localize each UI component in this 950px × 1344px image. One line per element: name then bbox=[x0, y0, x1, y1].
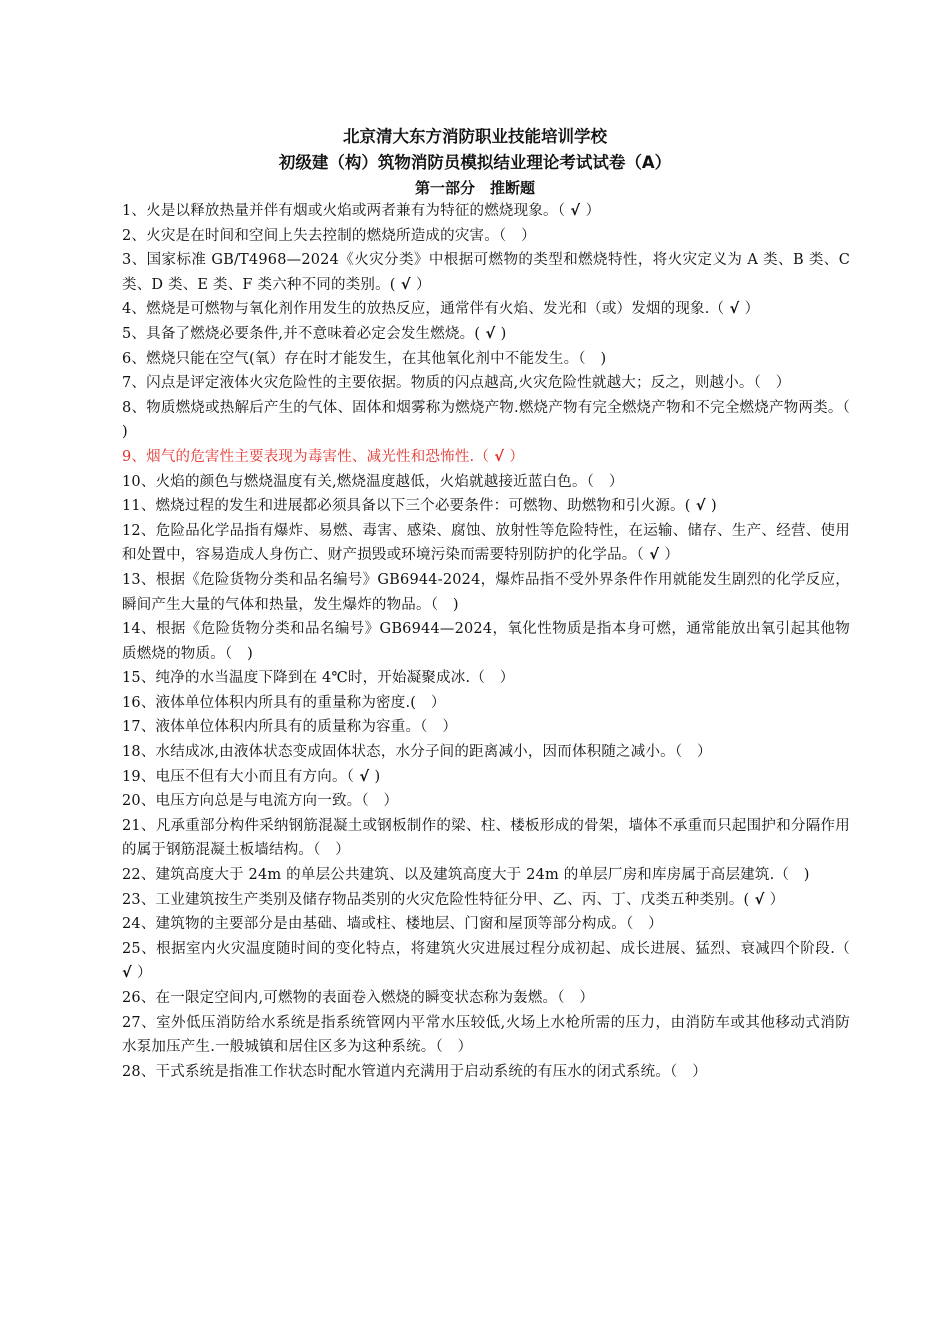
question-item bbox=[122, 297, 850, 322]
answer-close-paren: ） bbox=[137, 965, 152, 982]
school-title: 北京清大东方消防职业技能培训学校 bbox=[343, 127, 607, 146]
question-text: 28、干式系统是指准工作状态时配水管道内充满用于启动系统的有压水的闭式系统。（ bbox=[122, 1063, 678, 1080]
question-text: 9、烟气的危害性主要表现为毒害性、减光性和恐怖性.（ bbox=[122, 448, 490, 465]
exam-title: 初级建（构）筑物消防员模拟结业理论考试试卷（A） bbox=[278, 153, 672, 172]
question-text: 8、物质燃烧或热解后产生的气体、固体和烟雾称为燃烧产物.燃烧产物有完全燃烧产物和不完全燃烧产物两类。（ bbox=[122, 399, 850, 416]
question-text: 14、根据《危险货物分类和品名编号》GB6944—2024，氧化性物质是指本身可燃，通常能放出氧引起其他物质燃烧的物质。（ bbox=[122, 621, 850, 662]
answer-close-paren: ） bbox=[692, 1063, 707, 1080]
question-text: 16、液体单位体积内所具有的重量称为密度.( bbox=[122, 694, 417, 711]
answer-close-paren: ） bbox=[383, 793, 399, 810]
document-header bbox=[0, 124, 950, 200]
question-text: 15、纯净的水当温度下降到在 4℃时，开始凝聚成冰.（ bbox=[122, 670, 486, 687]
answer-close-paren: ） bbox=[579, 990, 595, 1006]
question-item bbox=[122, 666, 850, 691]
question-item bbox=[122, 568, 850, 617]
question-text: 1、火是以释放热量并伴有烟或火焰或两者兼有为特征的燃烧现象。（ bbox=[122, 203, 566, 219]
question-item bbox=[122, 814, 850, 863]
question-text: 25、根据室内火灾温度随时间的变化特点，将建筑火灾进展过程分成初起、成长进展、猛烈、衰减四个阶段.（ bbox=[122, 940, 850, 957]
question-text: 11、燃烧过程的发生和进展都必须具备以下三个必要条件：可燃物、助燃物和引火源。( bbox=[122, 498, 691, 515]
question-item bbox=[122, 248, 850, 297]
question-text: 10、火焰的颜色与燃烧温度有关,燃烧温度越低，火焰就越接近蓝白色。（ bbox=[122, 473, 595, 490]
answer-blank bbox=[850, 400, 865, 416]
answer-close-paren: ） bbox=[648, 916, 663, 933]
question-item bbox=[122, 691, 850, 716]
section-title: 第一部分 推断题 bbox=[414, 179, 535, 197]
question-item bbox=[122, 765, 850, 790]
question-item bbox=[122, 986, 850, 1011]
answer-blank bbox=[789, 867, 804, 883]
answer-close-paren: ） bbox=[442, 719, 458, 736]
question-item bbox=[122, 371, 850, 396]
answer-close-paren: ) bbox=[247, 645, 253, 662]
answer-close-paren: ) bbox=[710, 498, 717, 515]
question-item bbox=[122, 912, 850, 937]
question-item bbox=[122, 740, 850, 765]
check-mark-icon: √ bbox=[749, 891, 770, 908]
question-item bbox=[122, 470, 850, 495]
question-text: 5、具备了燃烧必要条件,并不意味着必定会发生燃烧。( bbox=[122, 325, 481, 342]
answer-close-paren: ） bbox=[744, 301, 760, 318]
answer-close-paren: ） bbox=[769, 891, 785, 908]
answer-blank bbox=[633, 916, 648, 932]
answer-blank bbox=[321, 842, 336, 858]
question-text: 13、根据《危险货物分类和品名编号》GB6944-2024，爆炸品指不受外界条件作用就能发生剧烈的化学反应，瞬间产生大量的气体和热量，发生爆炸的物品。（ bbox=[122, 571, 850, 613]
answer-blank bbox=[586, 351, 601, 367]
answer-close-paren: ) bbox=[374, 768, 381, 785]
question-text: 7、闪点是评定液体火灾危险性的主要依据。物质的闪点越高,火灾危险性就越大；反之，则越小。（ bbox=[122, 375, 762, 392]
question-list bbox=[122, 199, 850, 1084]
answer-close-paren: ) bbox=[500, 325, 507, 342]
answer-close-paren: ） bbox=[509, 448, 525, 465]
question-text: 3、国家标准 GB/T4968—2024《火灾分类》中根据可燃物的类型和燃烧特性，将火灾定义为 A 类、B 类、C 类、D 类、E 类、F 类六种不同的类别。( bbox=[122, 252, 850, 293]
question-text: 4、燃烧是可燃物与氧化剂作用发生的放热反应，通常伴有火焰、发光和（或）发烟的现象.（ bbox=[122, 301, 725, 318]
answer-blank bbox=[594, 474, 609, 490]
answer-blank bbox=[761, 375, 776, 391]
question-item bbox=[122, 863, 850, 888]
answer-close-paren: ） bbox=[521, 227, 536, 244]
question-text: 19、电压不但有大小而且有方向。（ bbox=[122, 768, 355, 785]
question-text: 17、液体单位体积内所具有的质量称为容重。（ bbox=[122, 719, 428, 736]
check-mark-icon: √ bbox=[480, 325, 501, 342]
question-item bbox=[122, 322, 850, 347]
question-item bbox=[122, 347, 850, 372]
answer-close-paren: ） bbox=[697, 744, 712, 761]
question-item bbox=[122, 617, 850, 666]
answer-close-paren: ） bbox=[664, 547, 680, 564]
check-mark-icon: √ bbox=[354, 768, 375, 785]
question-item bbox=[122, 224, 850, 249]
answer-close-paren: ） bbox=[585, 203, 601, 219]
question-item bbox=[122, 396, 850, 445]
answer-blank bbox=[506, 228, 521, 244]
question-item bbox=[122, 199, 850, 224]
question-text: 26、在一限定空间内,可燃物的表面卷入燃烧的瞬变状态称为轰燃。（ bbox=[122, 990, 565, 1006]
question-item bbox=[122, 494, 850, 519]
answer-close-paren: ） bbox=[457, 1039, 473, 1056]
question-item bbox=[122, 1011, 850, 1060]
check-mark-icon: √ bbox=[565, 203, 586, 219]
answer-blank bbox=[682, 744, 697, 760]
answer-close-paren: ） bbox=[335, 842, 350, 859]
answer-close-paren: ) bbox=[452, 596, 459, 613]
question-text: 2、火灾是在时间和空间上失去控制的燃烧所造成的灾害。（ bbox=[122, 227, 507, 244]
answer-close-paren: ） bbox=[775, 375, 791, 392]
question-item bbox=[122, 937, 850, 986]
answer-close-paren: ） bbox=[608, 473, 624, 490]
answer-blank bbox=[428, 719, 443, 735]
answer-close-paren: ) bbox=[803, 867, 810, 884]
question-text: 22、建筑高度大于 24m 的单层公共建筑、以及建筑高度大于 24m 的单层厂房和库房属于高层建筑.（ bbox=[122, 867, 790, 884]
question-text: 12、危险品化学品指有爆炸、易燃、毒害、感染、腐蚀、放射性等危险特性，在运输、储存、生产、经营、使用和处置中，容易造成人身伤亡、财产损毁或环境污染而需要特别防护的化学品。（ bbox=[122, 522, 850, 564]
answer-blank bbox=[678, 1064, 693, 1080]
check-mark-icon: √ bbox=[489, 448, 510, 465]
question-text: 18、水结成冰,由液体状态变成固体状态，水分子间的距离减小，因而体积随之减小。（ bbox=[122, 744, 683, 761]
answer-close-paren: ） bbox=[499, 670, 515, 687]
question-item bbox=[122, 1060, 850, 1085]
answer-close-paren: ) bbox=[600, 350, 607, 367]
question-item bbox=[122, 715, 850, 740]
check-mark-icon: √ bbox=[690, 498, 711, 515]
check-mark-icon: √ bbox=[724, 301, 745, 318]
answer-blank bbox=[565, 990, 580, 1006]
question-text: 21、凡承重部分构件采纳钢筋混凝土或钢板制作的梁、柱、楼板形成的骨架，墙体不承重而只起围护和分隔作用的属于钢筋混凝土板墙结构。（ bbox=[122, 817, 850, 859]
question-item bbox=[122, 888, 850, 913]
question-item bbox=[122, 445, 850, 470]
answer-close-paren: ） bbox=[416, 276, 431, 293]
question-item bbox=[122, 519, 850, 568]
answer-blank bbox=[369, 793, 384, 809]
question-text: 23、工业建筑按生产类别及储存物品类别的火灾危险性特征分甲、乙、丙、丁、戊类五种类别。( bbox=[122, 891, 750, 908]
answer-blank bbox=[485, 670, 500, 686]
question-text: 6、燃烧只能在空气(氧）存在时才能发生，在其他氧化剂中不能发生。（ bbox=[122, 350, 586, 367]
answer-blank bbox=[443, 1039, 458, 1055]
question-text: 27、室外低压消防给水系统是指系统管网内平常水压较低,火场上水枪所需的压力，由消防车或其他移动式消防水泵加压产生.一般城镇和居住区多为这种系统。（ bbox=[122, 1014, 850, 1056]
check-mark-icon: √ bbox=[122, 965, 138, 982]
check-mark-icon: √ bbox=[395, 276, 417, 293]
answer-close-paren: ） bbox=[430, 694, 446, 711]
question-text: 20、电压方向总是与电流方向一致。（ bbox=[122, 793, 369, 810]
answer-blank bbox=[438, 597, 453, 613]
answer-blank bbox=[416, 695, 431, 711]
answer-close-paren: ) bbox=[122, 424, 128, 441]
question-item bbox=[122, 789, 850, 814]
check-mark-icon: √ bbox=[643, 547, 665, 564]
answer-blank bbox=[232, 646, 247, 662]
question-text: 24、建筑物的主要部分是由基础、墙或柱、楼地层、门窗和屋顶等部分构成。（ bbox=[122, 916, 634, 933]
